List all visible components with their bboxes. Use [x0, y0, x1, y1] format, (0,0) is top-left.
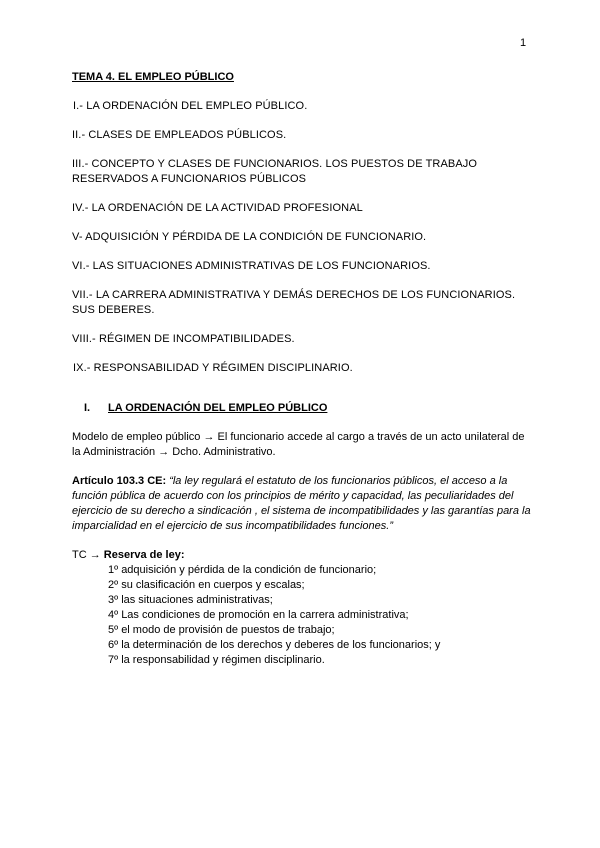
toc-item: IV.- LA ORDENACIÓN DE LA ACTIVIDAD PROFESIONAL [72, 202, 363, 214]
document-body [72, 70, 532, 668]
list-item: 4º Las condiciones de promoción en la carrera administrativa; [108, 609, 409, 621]
toc-item: II.- CLASES DE EMPLEADOS PÚBLICOS. [72, 129, 287, 141]
toc-item: I.- LA ORDENACIÓN DEL EMPLEO PÚBLICO. [73, 100, 308, 112]
section-title: LA ORDENACIÓN DEL EMPLEO PÚBLICO [108, 402, 328, 414]
toc-item: V- ADQUISICIÓN Y PÉRDIDA DE LA CONDICIÓN DE FUNCIONARIO. [72, 231, 427, 243]
list-item: 1º adquisición y pérdida de la condición de funcionario; [108, 564, 377, 576]
toc-item: III.- CONCEPTO Y CLASES DE FUNCIONARIOS. LOS PUESTOS DE TRABAJO RESERVADOS A FUNCIONARIOS PÚBLICOS [72, 158, 478, 185]
toc-item: VII.- LA CARRERA ADMINISTRATIVA Y DEMÁS DERECHOS DE LOS FUNCIONARIOS. SUS DEBERES. [72, 289, 516, 316]
section-heading [72, 401, 532, 416]
section-number: I. [84, 402, 91, 414]
tc-line [72, 548, 532, 563]
toc-item: VI.- LAS SITUACIONES ADMINISTRATIVAS DE LOS FUNCIONARIOS. [72, 260, 431, 272]
toc-item: IX.- RESPONSABILIDAD Y RÉGIMEN DISCIPLINARIO. [73, 362, 353, 374]
article-label: Artículo 103.3 CE: [72, 475, 167, 487]
list-item: 5º el modo de provisión de puestos de trabajo; [108, 624, 335, 636]
list-item: 7º la responsabilidad y régimen disciplinario. [108, 654, 325, 666]
list-item: 3º las situaciones administrativas; [108, 594, 273, 606]
tc-reserva-label: Reserva de ley: [103, 549, 185, 561]
reserva-list [72, 563, 532, 668]
model-paragraph: Modelo de empleo público → El funcionario accede al cargo a través de un acto unilateral de la Administración → Dcho. Administrativo. [72, 431, 525, 458]
toc-item: VIII.- RÉGIMEN DE INCOMPATIBILIDADES. [72, 333, 295, 345]
page-number: 1 [520, 37, 527, 49]
table-of-contents [72, 99, 532, 376]
list-item: 2º su clasificación en cuerpos y escalas; [108, 579, 305, 591]
article-quote: “la ley regulará el estatuto de los funcionarios públicos, el acceso a la función pública de acuerdo con los principios de mérito y capacidad, las peculiaridades del ejercicio de su derecho a sindicación , el sistema de incompatibilidades y las garantías para la imparcialidad en el ejercicio de sus incompatibilidades funciones.” [72, 475, 531, 532]
document-title: TEMA 4. EL EMPLEO PÚBLICO [72, 71, 234, 83]
list-item: 6º la determinación de los derechos y deberes de los funcionarios; y [108, 639, 441, 651]
tc-prefix: TC → [72, 549, 104, 561]
article-quote-block [72, 474, 532, 534]
